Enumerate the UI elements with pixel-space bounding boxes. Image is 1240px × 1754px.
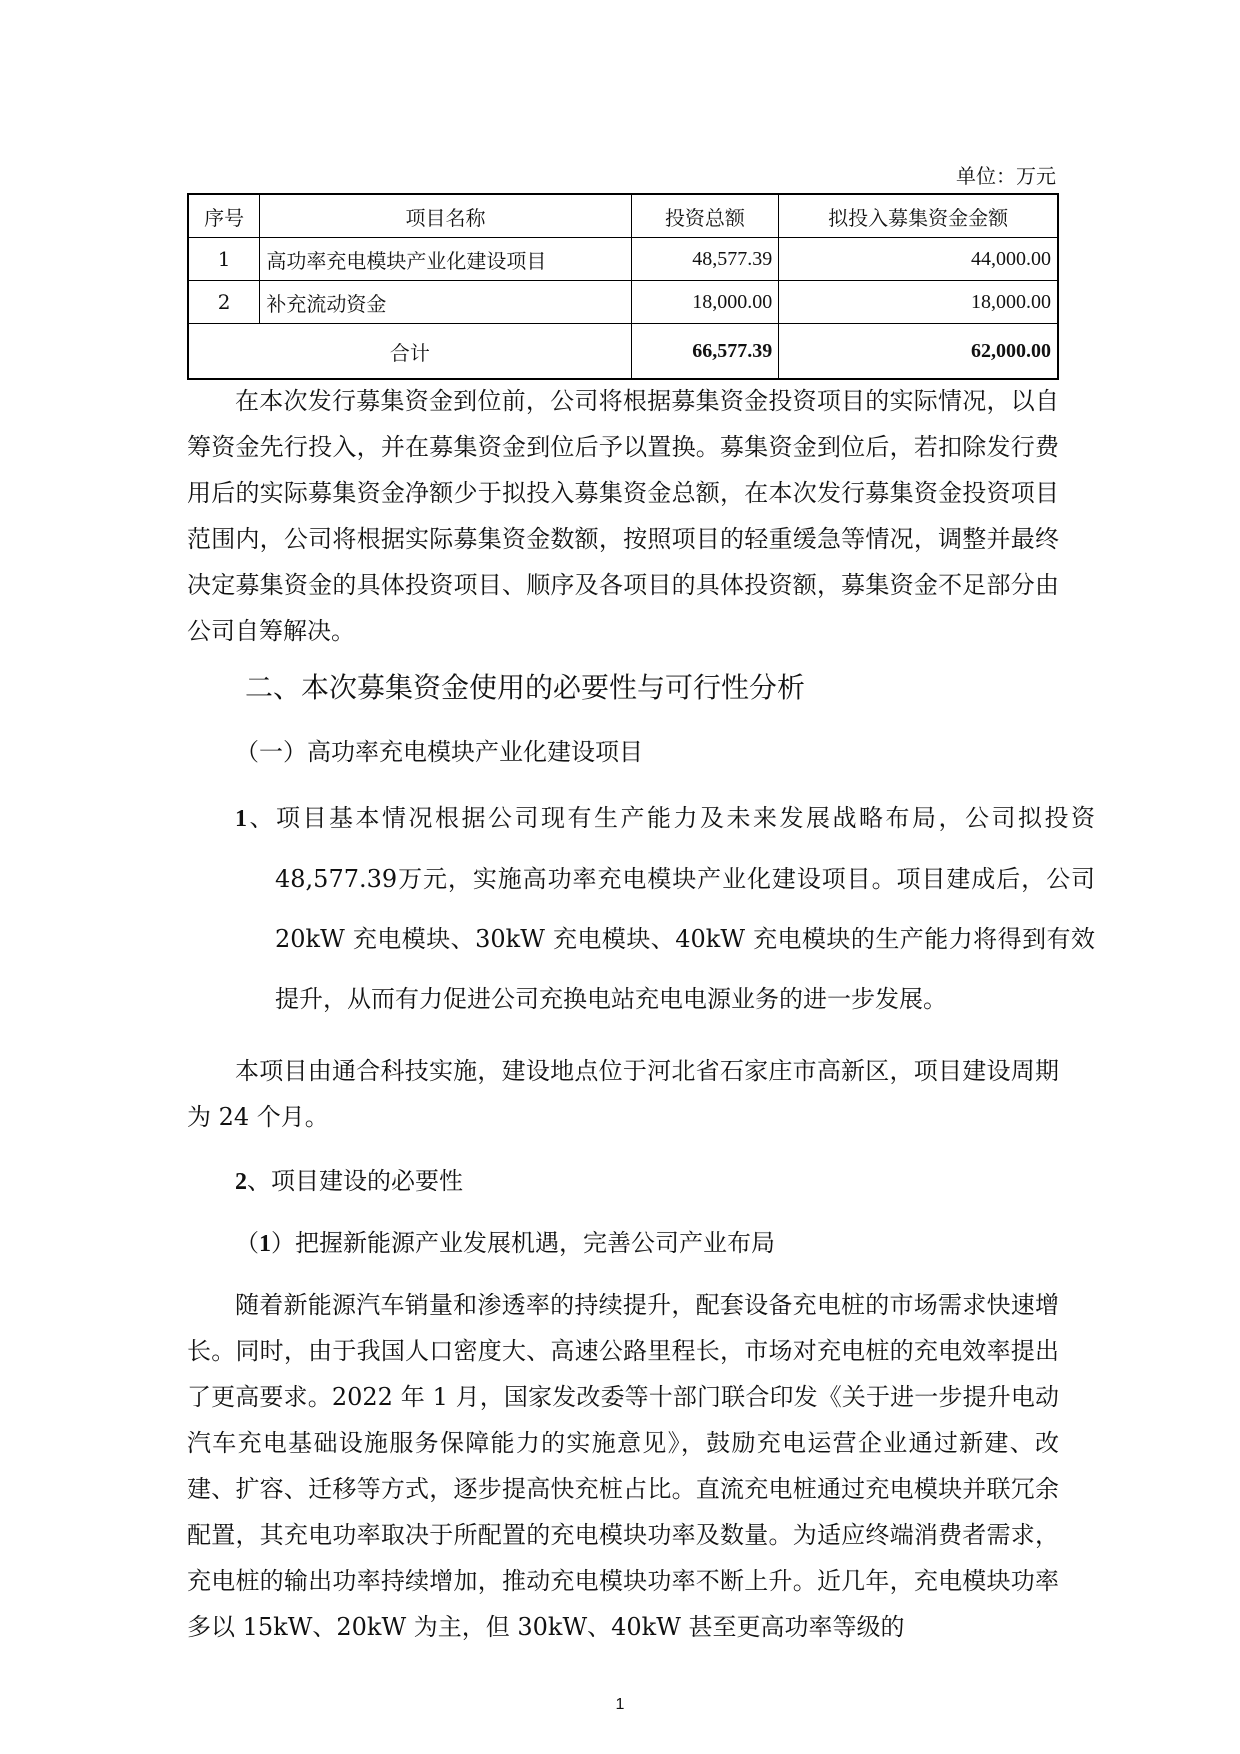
row-name: 补充流动资金 [260,281,631,324]
table-total-row [188,324,1058,380]
subsection-1-title: （一）高功率充电模块产业化建设项目 [235,738,643,766]
header-no: 序号 [188,194,260,238]
item-1-paragraph [235,788,1095,1029]
item-1-text: 、项目基本情况根据公司现有生产能力及未来发展战略布局，公司拟投资48,577.39万元，实施高功率充电模块产业化建设项目。项目建成后，公司 20kW 充电模块、30kW 充电模块、40kW 充电模块的生产能力将得到有效提升，从而有力促进公司充换电站充电电源业务的进一步发展。 [247,804,1095,1013]
row-no: 1 [188,238,260,281]
total-label: 合计 [188,324,631,380]
page-number: 1 [615,1696,625,1713]
point-1-text: ）把握新能源产业发展机遇，完善公司产业布局 [271,1229,775,1257]
market-paragraph: 随着新能源汽车销量和渗透率的持续提升，配套设备充电桩的市场需求快速增长。同时，由于我国人口密度大、高速公路里程长，市场对充电桩的充电效率提出了更高要求。2022 年 1 月，国家发改委等十部门联合印发《关于进一步提升电动汽车充电基础设施服务保障能力的实施意见》，鼓励充电运营企业通过新建、改建、扩容、迁移等方式，逐步提高快充桩占比。直流充电桩通过充电模块并联冗余配置，其充电功率取决于所配置的充电模块功率及数量。为适应终端消费者需求，充电桩的输出功率持续增加，推动充电模块功率不断上升。近几年，充电模块功率多以 15kW、20kW 为主，但 30kW、40kW 甚至更高功率等级的 [187,1291,1059,1641]
unit-label: 单位：万元 [956,164,1056,188]
row-no: 2 [188,281,260,324]
point-1-prefix: （ [235,1229,259,1257]
header-total: 投资总额 [631,194,779,238]
item-2-number: 2 [235,1169,247,1195]
table-header-row [188,194,1058,238]
table-row [188,281,1058,324]
item-1-number: 1 [235,806,247,832]
row-raised: 44,000.00 [779,238,1058,281]
row-total: 48,577.39 [631,238,779,281]
header-raised: 拟投入募集资金金额 [779,194,1058,238]
item-2-heading [235,1164,463,1199]
location-paragraph: 本项目由通合科技实施，建设地点位于河北省石家庄市高新区，项目建设周期为 24 个月。 [187,1057,1059,1131]
total-raised: 62,000.00 [779,324,1058,380]
section-2-title: 二、本次募集资金使用的必要性与可行性分析 [245,671,806,704]
row-name: 高功率充电模块产业化建设项目 [260,238,631,281]
row-raised: 18,000.00 [779,281,1058,324]
point-1-heading [235,1226,775,1261]
total-investment: 66,577.39 [631,324,779,380]
item-2-text: 、项目建设的必要性 [247,1167,463,1195]
header-name: 项目名称 [260,194,631,238]
table-row [188,238,1058,281]
investment-table [187,193,1059,380]
point-1-number: 1 [259,1231,271,1257]
intro-paragraph: 在本次发行募集资金到位前，公司将根据募集资金投资项目的实际情况，以自筹资金先行投入，并在募集资金到位后予以置换。募集资金到位后，若扣除发行费用后的实际募集资金净额少于拟投入募集资金总额，在本次发行募集资金投资项目范围内，公司将根据实际募集资金数额，按照项目的轻重缓急等情况，调整并最终决定募集资金的具体投资项目、顺序及各项目的具体投资额，募集资金不足部分由公司自筹解决。 [187,387,1059,645]
row-total: 18,000.00 [631,281,779,324]
